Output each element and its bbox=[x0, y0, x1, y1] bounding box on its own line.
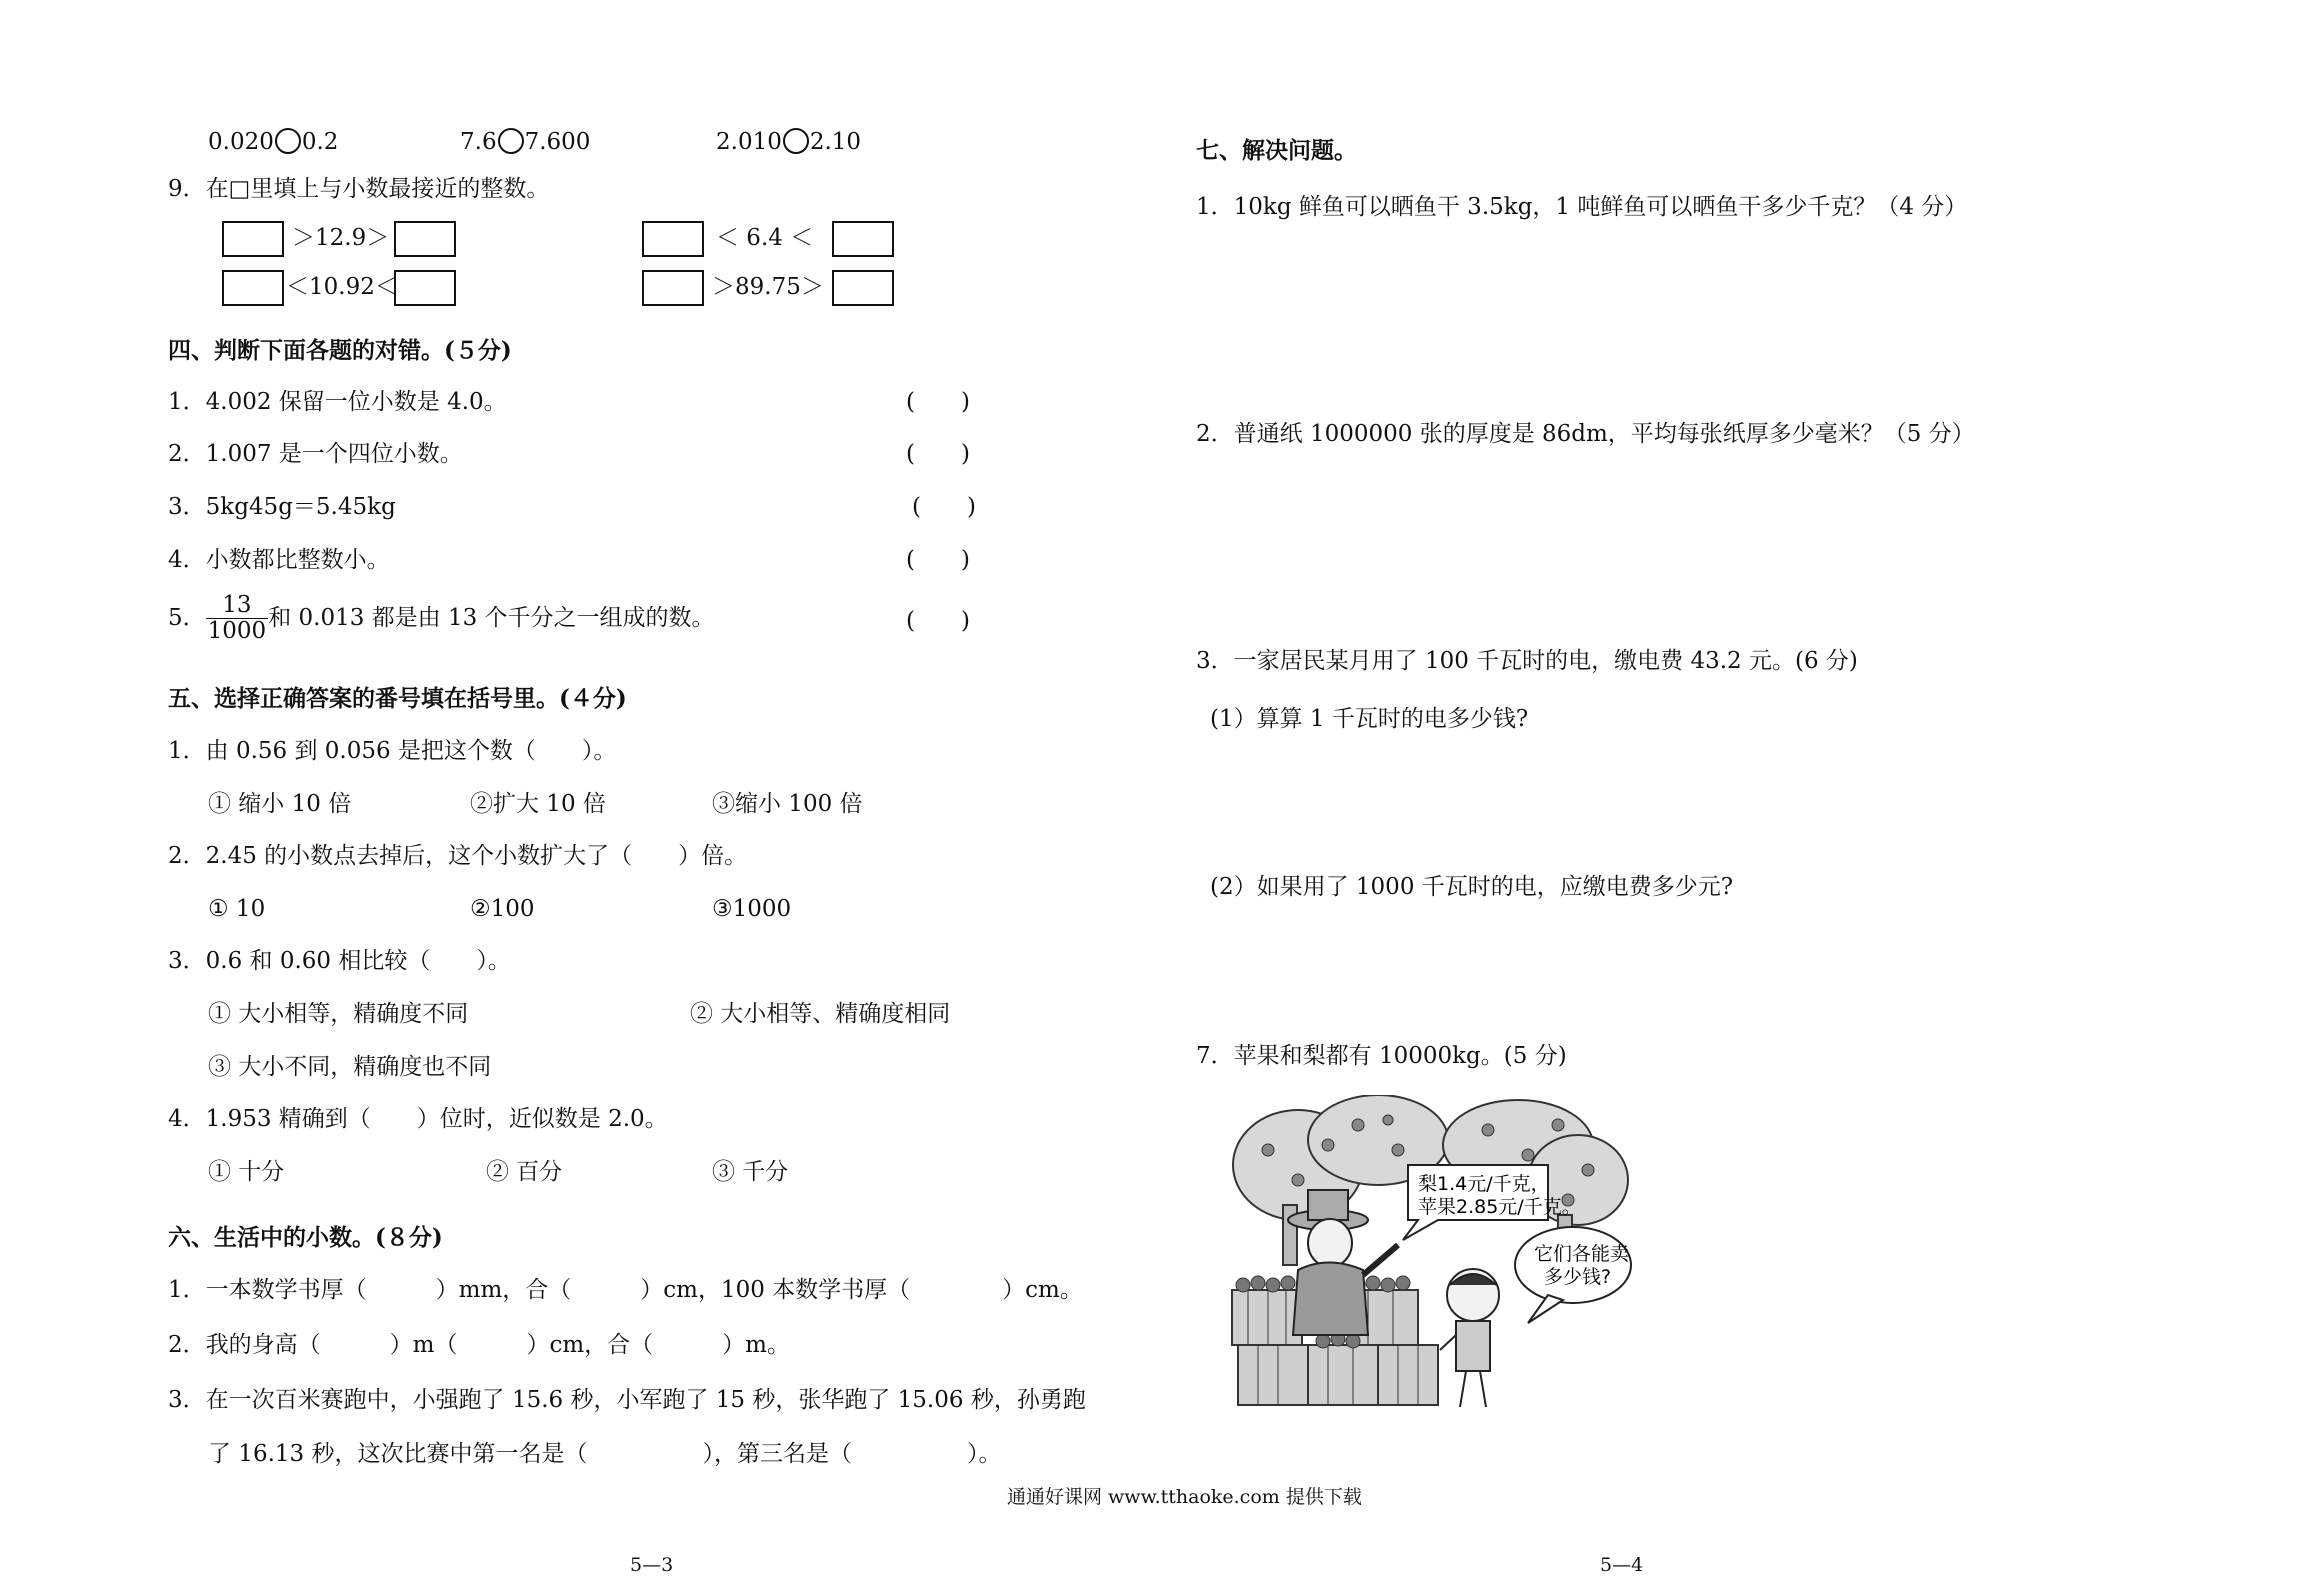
page-number-right: 5—4 bbox=[1600, 1554, 1644, 1576]
choice-opt: ② 大小相等、精确度相同 bbox=[690, 1001, 951, 1027]
judge-paren[interactable]: ( ) bbox=[906, 389, 970, 415]
compare-a: 0.020 bbox=[208, 129, 274, 155]
compare-a: 7.6 bbox=[460, 129, 497, 155]
judge-item-5 bbox=[168, 593, 715, 645]
choice-opt: ① 10 bbox=[208, 896, 266, 922]
judge-paren[interactable]: ( ) bbox=[906, 608, 970, 634]
problem-1: 1．10kg 鲜鱼可以晒鱼干 3.5kg，1 吨鲜鱼可以晒鱼干多少千克？（4 分） bbox=[1196, 194, 1968, 220]
answer-box[interactable] bbox=[394, 221, 456, 257]
compare-b: 7.600 bbox=[524, 129, 591, 155]
footer-source: 通通好课网 www.tthaoke.com 提供下载 bbox=[1007, 1486, 1362, 1508]
fraction bbox=[206, 593, 269, 645]
compare-item-2 bbox=[460, 128, 590, 154]
section-6-title: 六、生活中的小数。(８分) bbox=[168, 1224, 443, 1251]
illustration-svg bbox=[1228, 1095, 1648, 1415]
q9-expr: ＞89.75＞ bbox=[712, 274, 824, 300]
answer-box[interactable] bbox=[832, 221, 894, 257]
choice-q3: 3．0.6 和 0.60 相比较（ ）。 bbox=[168, 948, 511, 974]
fill-q2: 2．我的身高（ ）m（ ）cm，合（ ）m。 bbox=[168, 1332, 790, 1358]
section-4-title: 四、判断下面各题的对错。(５分) bbox=[168, 337, 512, 364]
fraction-numerator: 13 bbox=[206, 593, 269, 619]
choice-opt: ②100 bbox=[470, 896, 535, 922]
price-bubble-line2: 苹果2.85元/千克。 bbox=[1418, 1196, 1581, 1218]
problem-3-1: (1）算算 1 千瓦时的电多少钱? bbox=[1210, 706, 1529, 732]
price-bubble-line1: 梨1.4元/千克， bbox=[1418, 1173, 1550, 1195]
choice-opt: ① 十分 bbox=[208, 1159, 285, 1185]
judge-paren[interactable]: ( ) bbox=[906, 547, 970, 573]
choice-opt: ②扩大 10 倍 bbox=[470, 791, 606, 817]
fraction-denominator: 1000 bbox=[207, 618, 267, 645]
question-bubble-line2: 多少钱? bbox=[1544, 1266, 1612, 1288]
judge-paren[interactable]: ( ) bbox=[912, 494, 976, 520]
question-bubble-line1: 它们各能卖 bbox=[1534, 1243, 1630, 1265]
compare-b: 2.10 bbox=[809, 129, 862, 155]
answer-box[interactable] bbox=[222, 270, 284, 306]
problem-2: 2．普通纸 1000000 张的厚度是 86dm，平均每张纸厚多少毫米？（5 分） bbox=[1196, 421, 1975, 447]
q9-expr: ＞12.9＞ bbox=[292, 225, 390, 251]
fill-q1: 1．一本数学书厚（ ）mm，合（ ）cm，100 本数学书厚（ ）cm。 bbox=[168, 1277, 1083, 1303]
section-7-title: 七、解决问题。 bbox=[1196, 137, 1357, 164]
item-text: 和 0.013 都是由 13 个千分之一组成的数。 bbox=[268, 605, 715, 632]
choice-q2: 2．2.45 的小数点去掉后，这个小数扩大了（ ）倍。 bbox=[168, 843, 748, 869]
judge-item-3: 3．5kg45g＝5.45kg bbox=[168, 494, 396, 520]
fruit-seller-illustration bbox=[1228, 1095, 1648, 1415]
item-number: 5． bbox=[168, 605, 206, 632]
answer-box[interactable] bbox=[642, 270, 704, 306]
answer-box[interactable] bbox=[394, 270, 456, 306]
choice-q1: 1．由 0.56 到 0.056 是把这个数（ ）。 bbox=[168, 738, 617, 764]
judge-item-2: 2．1.007 是一个四位小数。 bbox=[168, 441, 463, 467]
judge-paren[interactable]: ( ) bbox=[906, 441, 970, 467]
q9-title: 9．在□里填上与小数最接近的整数。 bbox=[168, 176, 550, 202]
answer-box[interactable] bbox=[642, 221, 704, 257]
choice-opt: ③ 大小不同，精确度也不同 bbox=[208, 1054, 492, 1080]
judge-item-4: 4．小数都比整数小。 bbox=[168, 547, 390, 573]
choice-opt: ③1000 bbox=[712, 896, 792, 922]
choice-opt: ③ 千分 bbox=[712, 1159, 789, 1185]
compare-circle[interactable] bbox=[783, 128, 809, 154]
q9-expr: ＜10.92＜ bbox=[286, 274, 398, 300]
fill-q3: 3．在一次百米赛跑中，小强跑了 15.6 秒，小军跑了 15 秒，张华跑了 15.06 秒，孙勇跑 bbox=[168, 1387, 1086, 1413]
problem-3: 3．一家居民某月用了 100 千瓦时的电，缴电费 43.2 元。(6 分) bbox=[1196, 648, 1858, 674]
compare-circle[interactable] bbox=[275, 128, 301, 154]
section-5-title: 五、选择正确答案的番号填在括号里。(４分) bbox=[168, 685, 627, 712]
answer-box[interactable] bbox=[832, 270, 894, 306]
compare-item-1 bbox=[208, 128, 338, 154]
compare-circle[interactable] bbox=[498, 128, 524, 154]
compare-item-3 bbox=[716, 128, 861, 154]
answer-box[interactable] bbox=[222, 221, 284, 257]
choice-opt: ① 缩小 10 倍 bbox=[208, 791, 352, 817]
choice-opt: ① 大小相等，精确度不同 bbox=[208, 1001, 469, 1027]
compare-a: 2.010 bbox=[716, 129, 782, 155]
choice-opt: ③缩小 100 倍 bbox=[712, 791, 863, 817]
page-number-left: 5—3 bbox=[630, 1554, 674, 1576]
problem-3-2: (2）如果用了 1000 千瓦时的电，应缴电费多少元? bbox=[1210, 874, 1734, 900]
judge-item-1: 1．4.002 保留一位小数是 4.0。 bbox=[168, 389, 507, 415]
problem-7: 7．苹果和梨都有 10000kg。(5 分) bbox=[1196, 1043, 1567, 1069]
choice-opt: ② 百分 bbox=[486, 1159, 563, 1185]
compare-b: 0.2 bbox=[301, 129, 339, 155]
fill-q3-cont: 了 16.13 秒，这次比赛中第一名是（ ），第三名是（ ）。 bbox=[208, 1441, 1002, 1467]
choice-q4: 4．1.953 精确到（ ）位时，近似数是 2.0。 bbox=[168, 1106, 668, 1132]
q9-expr: ＜ 6.4 ＜ bbox=[716, 225, 814, 251]
